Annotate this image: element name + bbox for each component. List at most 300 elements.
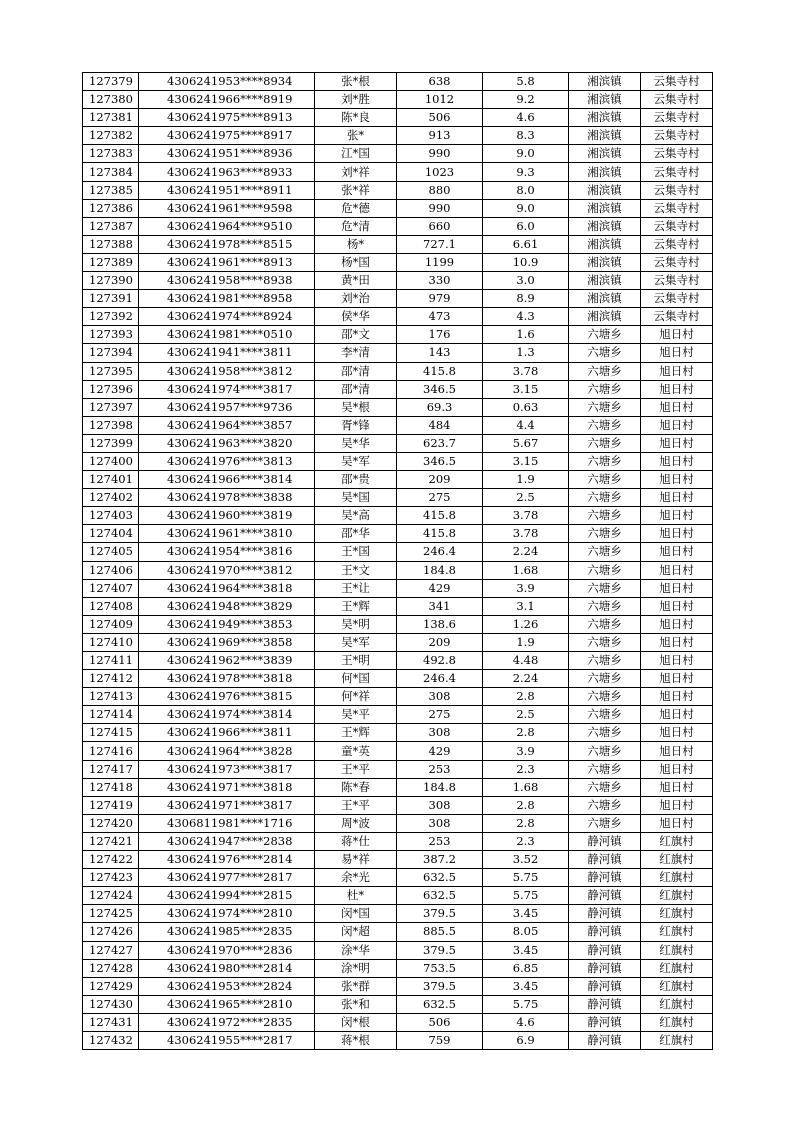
name-cell: 杨*国 xyxy=(315,253,397,271)
id-number-cell: 4306241947****2838 xyxy=(139,832,315,850)
name-cell: 邵*贵 xyxy=(315,471,397,489)
amount-cell: 3.9 xyxy=(483,579,569,597)
record-id-cell: 127422 xyxy=(83,851,139,869)
record-id-cell: 127425 xyxy=(83,905,139,923)
town-cell: 湘滨镇 xyxy=(569,73,641,91)
amount-cell: 2.24 xyxy=(483,670,569,688)
town-cell: 静河镇 xyxy=(569,941,641,959)
village-cell: 云集寺村 xyxy=(641,163,713,181)
area-cell: 308 xyxy=(397,688,483,706)
town-cell: 湘滨镇 xyxy=(569,181,641,199)
area-cell: 138.6 xyxy=(397,615,483,633)
table-row xyxy=(83,832,713,850)
name-cell: 吴*根 xyxy=(315,398,397,416)
id-number-cell: 4306241978****8515 xyxy=(139,235,315,253)
amount-cell: 4.3 xyxy=(483,308,569,326)
table-row xyxy=(83,851,713,869)
record-id-cell: 127387 xyxy=(83,217,139,235)
town-cell: 湘滨镇 xyxy=(569,253,641,271)
record-id-cell: 127430 xyxy=(83,995,139,1013)
data-table xyxy=(82,72,713,1050)
area-cell: 990 xyxy=(397,145,483,163)
table-row xyxy=(83,977,713,995)
table-row xyxy=(83,416,713,434)
area-cell: 209 xyxy=(397,633,483,651)
table-row xyxy=(83,941,713,959)
amount-cell: 3.0 xyxy=(483,272,569,290)
record-id-cell: 127428 xyxy=(83,959,139,977)
id-number-cell: 4306241976****2814 xyxy=(139,851,315,869)
table-row xyxy=(83,742,713,760)
id-number-cell: 4306241977****2817 xyxy=(139,869,315,887)
name-cell: 闵*根 xyxy=(315,1013,397,1031)
record-id-cell: 127407 xyxy=(83,579,139,597)
record-id-cell: 127404 xyxy=(83,525,139,543)
area-cell: 341 xyxy=(397,597,483,615)
area-cell: 275 xyxy=(397,706,483,724)
record-id-cell: 127380 xyxy=(83,91,139,109)
name-cell: 王*辉 xyxy=(315,597,397,615)
id-number-cell: 4306241970****2836 xyxy=(139,941,315,959)
area-cell: 246.4 xyxy=(397,670,483,688)
amount-cell: 2.8 xyxy=(483,724,569,742)
town-cell: 六塘乡 xyxy=(569,380,641,398)
name-cell: 邵*清 xyxy=(315,380,397,398)
record-id-cell: 127403 xyxy=(83,507,139,525)
id-number-cell: 4306241978****3818 xyxy=(139,670,315,688)
village-cell: 旭日村 xyxy=(641,507,713,525)
table-row xyxy=(83,670,713,688)
name-cell: 危*清 xyxy=(315,217,397,235)
area-cell: 275 xyxy=(397,489,483,507)
amount-cell: 4.4 xyxy=(483,416,569,434)
record-id-cell: 127432 xyxy=(83,1031,139,1049)
record-id-cell: 127419 xyxy=(83,796,139,814)
area-cell: 1199 xyxy=(397,253,483,271)
record-id-cell: 127391 xyxy=(83,290,139,308)
table-row xyxy=(83,1013,713,1031)
village-cell: 旭日村 xyxy=(641,471,713,489)
amount-cell: 6.0 xyxy=(483,217,569,235)
amount-cell: 4.6 xyxy=(483,109,569,127)
record-id-cell: 127385 xyxy=(83,181,139,199)
area-cell: 429 xyxy=(397,742,483,760)
id-number-cell: 4306241975****8917 xyxy=(139,127,315,145)
village-cell: 旭日村 xyxy=(641,416,713,434)
village-cell: 旭日村 xyxy=(641,434,713,452)
name-cell: 涂*明 xyxy=(315,959,397,977)
table-row xyxy=(83,869,713,887)
table-row xyxy=(83,290,713,308)
record-id-cell: 127394 xyxy=(83,344,139,362)
id-number-cell: 4306241966****8919 xyxy=(139,91,315,109)
amount-cell: 1.9 xyxy=(483,471,569,489)
village-cell: 红旗村 xyxy=(641,995,713,1013)
name-cell: 闵*超 xyxy=(315,923,397,941)
table-row xyxy=(83,597,713,615)
area-cell: 753.5 xyxy=(397,959,483,977)
area-cell: 253 xyxy=(397,832,483,850)
amount-cell: 5.75 xyxy=(483,887,569,905)
name-cell: 吴*平 xyxy=(315,706,397,724)
id-number-cell: 4306241964****9510 xyxy=(139,217,315,235)
table-row xyxy=(83,760,713,778)
name-cell: 张*和 xyxy=(315,995,397,1013)
name-cell: 陈*良 xyxy=(315,109,397,127)
town-cell: 静河镇 xyxy=(569,905,641,923)
name-cell: 杜* xyxy=(315,887,397,905)
town-cell: 六塘乡 xyxy=(569,670,641,688)
amount-cell: 2.3 xyxy=(483,832,569,850)
town-cell: 六塘乡 xyxy=(569,652,641,670)
id-number-cell: 4306241958****3812 xyxy=(139,362,315,380)
area-cell: 308 xyxy=(397,814,483,832)
amount-cell: 1.68 xyxy=(483,561,569,579)
table-row xyxy=(83,615,713,633)
id-number-cell: 4306241972****2835 xyxy=(139,1013,315,1031)
village-cell: 红旗村 xyxy=(641,832,713,850)
name-cell: 江*国 xyxy=(315,145,397,163)
name-cell: 王*明 xyxy=(315,652,397,670)
village-cell: 旭日村 xyxy=(641,760,713,778)
name-cell: 李*清 xyxy=(315,344,397,362)
id-number-cell: 4306241966****3814 xyxy=(139,471,315,489)
area-cell: 1023 xyxy=(397,163,483,181)
village-cell: 云集寺村 xyxy=(641,308,713,326)
record-id-cell: 127383 xyxy=(83,145,139,163)
table-row xyxy=(83,145,713,163)
name-cell: 王*平 xyxy=(315,796,397,814)
id-number-cell: 4306241970****3812 xyxy=(139,561,315,579)
id-number-cell: 4306241953****8934 xyxy=(139,73,315,91)
town-cell: 静河镇 xyxy=(569,1013,641,1031)
village-cell: 旭日村 xyxy=(641,724,713,742)
amount-cell: 8.3 xyxy=(483,127,569,145)
name-cell: 王*让 xyxy=(315,579,397,597)
village-cell: 云集寺村 xyxy=(641,199,713,217)
amount-cell: 4.6 xyxy=(483,1013,569,1031)
town-cell: 湘滨镇 xyxy=(569,308,641,326)
town-cell: 湘滨镇 xyxy=(569,272,641,290)
area-cell: 379.5 xyxy=(397,977,483,995)
town-cell: 六塘乡 xyxy=(569,561,641,579)
village-cell: 红旗村 xyxy=(641,1013,713,1031)
id-number-cell: 4306241969****3858 xyxy=(139,633,315,651)
id-number-cell: 4306241961****9598 xyxy=(139,199,315,217)
town-cell: 六塘乡 xyxy=(569,452,641,470)
amount-cell: 2.5 xyxy=(483,706,569,724)
area-cell: 990 xyxy=(397,199,483,217)
id-number-cell: 4306241954****3816 xyxy=(139,543,315,561)
name-cell: 吴*高 xyxy=(315,507,397,525)
amount-cell: 3.45 xyxy=(483,905,569,923)
table-row xyxy=(83,199,713,217)
id-number-cell: 4306241957****9736 xyxy=(139,398,315,416)
village-cell: 云集寺村 xyxy=(641,145,713,163)
area-cell: 184.8 xyxy=(397,561,483,579)
id-number-cell: 4306241964****3857 xyxy=(139,416,315,434)
name-cell: 吴*国 xyxy=(315,489,397,507)
town-cell: 六塘乡 xyxy=(569,434,641,452)
village-cell: 旭日村 xyxy=(641,778,713,796)
village-cell: 云集寺村 xyxy=(641,91,713,109)
village-cell: 旭日村 xyxy=(641,579,713,597)
town-cell: 湘滨镇 xyxy=(569,235,641,253)
name-cell: 邵*清 xyxy=(315,362,397,380)
area-cell: 506 xyxy=(397,1013,483,1031)
id-number-cell: 4306241951****8936 xyxy=(139,145,315,163)
table-row xyxy=(83,235,713,253)
record-id-cell: 127399 xyxy=(83,434,139,452)
record-id-cell: 127400 xyxy=(83,452,139,470)
town-cell: 六塘乡 xyxy=(569,814,641,832)
name-cell: 蒋*根 xyxy=(315,1031,397,1049)
town-cell: 湘滨镇 xyxy=(569,91,641,109)
town-cell: 湘滨镇 xyxy=(569,290,641,308)
table-row xyxy=(83,959,713,977)
village-cell: 云集寺村 xyxy=(641,73,713,91)
id-number-cell: 4306241966****3811 xyxy=(139,724,315,742)
amount-cell: 5.75 xyxy=(483,869,569,887)
area-cell: 308 xyxy=(397,724,483,742)
name-cell: 涂*华 xyxy=(315,941,397,959)
village-cell: 旭日村 xyxy=(641,597,713,615)
area-cell: 492.8 xyxy=(397,652,483,670)
town-cell: 静河镇 xyxy=(569,995,641,1013)
amount-cell: 1.6 xyxy=(483,326,569,344)
area-cell: 415.8 xyxy=(397,507,483,525)
table-row xyxy=(83,272,713,290)
table-row xyxy=(83,91,713,109)
town-cell: 六塘乡 xyxy=(569,633,641,651)
record-id-cell: 127427 xyxy=(83,941,139,959)
town-cell: 六塘乡 xyxy=(569,778,641,796)
amount-cell: 6.85 xyxy=(483,959,569,977)
id-number-cell: 4306241953****2824 xyxy=(139,977,315,995)
table-row xyxy=(83,452,713,470)
table-row xyxy=(83,778,713,796)
name-cell: 刘*祥 xyxy=(315,163,397,181)
village-cell: 旭日村 xyxy=(641,362,713,380)
amount-cell: 8.0 xyxy=(483,181,569,199)
table-row xyxy=(83,579,713,597)
table-row xyxy=(83,688,713,706)
town-cell: 六塘乡 xyxy=(569,543,641,561)
town-cell: 六塘乡 xyxy=(569,489,641,507)
village-cell: 旭日村 xyxy=(641,380,713,398)
name-cell: 王*文 xyxy=(315,561,397,579)
area-cell: 69.3 xyxy=(397,398,483,416)
village-cell: 红旗村 xyxy=(641,887,713,905)
record-id-cell: 127426 xyxy=(83,923,139,941)
id-number-cell: 4306241961****8913 xyxy=(139,253,315,271)
record-id-cell: 127390 xyxy=(83,272,139,290)
name-cell: 吴*明 xyxy=(315,615,397,633)
village-cell: 红旗村 xyxy=(641,923,713,941)
record-id-cell: 127396 xyxy=(83,380,139,398)
amount-cell: 3.15 xyxy=(483,452,569,470)
name-cell: 童*英 xyxy=(315,742,397,760)
id-number-cell: 4306241994****2815 xyxy=(139,887,315,905)
village-cell: 红旗村 xyxy=(641,941,713,959)
amount-cell: 9.0 xyxy=(483,199,569,217)
id-number-cell: 4306241948****3829 xyxy=(139,597,315,615)
area-cell: 415.8 xyxy=(397,525,483,543)
village-cell: 旭日村 xyxy=(641,688,713,706)
area-cell: 246.4 xyxy=(397,543,483,561)
village-cell: 旭日村 xyxy=(641,814,713,832)
record-id-cell: 127402 xyxy=(83,489,139,507)
amount-cell: 6.9 xyxy=(483,1031,569,1049)
name-cell: 胥*锋 xyxy=(315,416,397,434)
town-cell: 静河镇 xyxy=(569,923,641,941)
id-number-cell: 4306241949****3853 xyxy=(139,615,315,633)
town-cell: 湘滨镇 xyxy=(569,217,641,235)
amount-cell: 3.45 xyxy=(483,977,569,995)
name-cell: 张* xyxy=(315,127,397,145)
amount-cell: 3.52 xyxy=(483,851,569,869)
town-cell: 六塘乡 xyxy=(569,579,641,597)
town-cell: 静河镇 xyxy=(569,959,641,977)
id-number-cell: 4306241985****2835 xyxy=(139,923,315,941)
area-cell: 638 xyxy=(397,73,483,91)
area-cell: 759 xyxy=(397,1031,483,1049)
table-row xyxy=(83,163,713,181)
area-cell: 415.8 xyxy=(397,362,483,380)
village-cell: 红旗村 xyxy=(641,851,713,869)
village-cell: 红旗村 xyxy=(641,905,713,923)
id-number-cell: 4306241961****3810 xyxy=(139,525,315,543)
id-number-cell: 4306811981****1716 xyxy=(139,814,315,832)
village-cell: 旭日村 xyxy=(641,706,713,724)
area-cell: 209 xyxy=(397,471,483,489)
area-cell: 484 xyxy=(397,416,483,434)
village-cell: 旭日村 xyxy=(641,742,713,760)
id-number-cell: 4306241975****8913 xyxy=(139,109,315,127)
amount-cell: 3.45 xyxy=(483,941,569,959)
record-id-cell: 127409 xyxy=(83,615,139,633)
village-cell: 云集寺村 xyxy=(641,109,713,127)
table-row xyxy=(83,253,713,271)
name-cell: 闵*国 xyxy=(315,905,397,923)
record-id-cell: 127408 xyxy=(83,597,139,615)
record-id-cell: 127379 xyxy=(83,73,139,91)
id-number-cell: 4306241974****3817 xyxy=(139,380,315,398)
id-number-cell: 4306241951****8911 xyxy=(139,181,315,199)
amount-cell: 2.8 xyxy=(483,688,569,706)
village-cell: 云集寺村 xyxy=(641,181,713,199)
amount-cell: 2.8 xyxy=(483,814,569,832)
id-number-cell: 4306241965****2810 xyxy=(139,995,315,1013)
record-id-cell: 127401 xyxy=(83,471,139,489)
village-cell: 旭日村 xyxy=(641,652,713,670)
table-row xyxy=(83,73,713,91)
table-row xyxy=(83,471,713,489)
name-cell: 危*德 xyxy=(315,199,397,217)
id-number-cell: 4306241971****3817 xyxy=(139,796,315,814)
amount-cell: 9.0 xyxy=(483,145,569,163)
table-row xyxy=(83,633,713,651)
area-cell: 913 xyxy=(397,127,483,145)
table-body xyxy=(83,73,713,1050)
area-cell: 623.7 xyxy=(397,434,483,452)
village-cell: 红旗村 xyxy=(641,869,713,887)
id-number-cell: 4306241941****3811 xyxy=(139,344,315,362)
village-cell: 云集寺村 xyxy=(641,127,713,145)
name-cell: 邵*华 xyxy=(315,525,397,543)
town-cell: 湘滨镇 xyxy=(569,199,641,217)
amount-cell: 1.68 xyxy=(483,778,569,796)
name-cell: 周*波 xyxy=(315,814,397,832)
record-id-cell: 127431 xyxy=(83,1013,139,1031)
area-cell: 727.1 xyxy=(397,235,483,253)
table-row xyxy=(83,814,713,832)
area-cell: 379.5 xyxy=(397,941,483,959)
town-cell: 静河镇 xyxy=(569,832,641,850)
table-row xyxy=(83,489,713,507)
village-cell: 旭日村 xyxy=(641,489,713,507)
area-cell: 346.5 xyxy=(397,380,483,398)
table-row xyxy=(83,525,713,543)
record-id-cell: 127415 xyxy=(83,724,139,742)
record-id-cell: 127421 xyxy=(83,832,139,850)
table-row xyxy=(83,923,713,941)
amount-cell: 5.75 xyxy=(483,995,569,1013)
id-number-cell: 4306241973****3817 xyxy=(139,760,315,778)
town-cell: 六塘乡 xyxy=(569,416,641,434)
amount-cell: 0.63 xyxy=(483,398,569,416)
record-id-cell: 127424 xyxy=(83,887,139,905)
area-cell: 176 xyxy=(397,326,483,344)
name-cell: 何*祥 xyxy=(315,688,397,706)
id-number-cell: 4306241980****2814 xyxy=(139,959,315,977)
village-cell: 旭日村 xyxy=(641,615,713,633)
record-id-cell: 127395 xyxy=(83,362,139,380)
record-id-cell: 127406 xyxy=(83,561,139,579)
table-row xyxy=(83,887,713,905)
town-cell: 六塘乡 xyxy=(569,398,641,416)
town-cell: 湘滨镇 xyxy=(569,145,641,163)
record-id-cell: 127414 xyxy=(83,706,139,724)
village-cell: 红旗村 xyxy=(641,977,713,995)
amount-cell: 1.3 xyxy=(483,344,569,362)
record-id-cell: 127386 xyxy=(83,199,139,217)
town-cell: 六塘乡 xyxy=(569,471,641,489)
record-id-cell: 127416 xyxy=(83,742,139,760)
amount-cell: 3.78 xyxy=(483,525,569,543)
amount-cell: 1.9 xyxy=(483,633,569,651)
amount-cell: 9.2 xyxy=(483,91,569,109)
amount-cell: 10.9 xyxy=(483,253,569,271)
village-cell: 旭日村 xyxy=(641,543,713,561)
record-id-cell: 127392 xyxy=(83,308,139,326)
id-number-cell: 4306241974****8924 xyxy=(139,308,315,326)
village-cell: 云集寺村 xyxy=(641,217,713,235)
table-row xyxy=(83,362,713,380)
table-row xyxy=(83,326,713,344)
record-id-cell: 127405 xyxy=(83,543,139,561)
name-cell: 吴*军 xyxy=(315,633,397,651)
amount-cell: 3.9 xyxy=(483,742,569,760)
amount-cell: 5.67 xyxy=(483,434,569,452)
table-row xyxy=(83,181,713,199)
amount-cell: 8.05 xyxy=(483,923,569,941)
record-id-cell: 127397 xyxy=(83,398,139,416)
town-cell: 静河镇 xyxy=(569,869,641,887)
record-id-cell: 127398 xyxy=(83,416,139,434)
record-id-cell: 127389 xyxy=(83,253,139,271)
area-cell: 885.5 xyxy=(397,923,483,941)
